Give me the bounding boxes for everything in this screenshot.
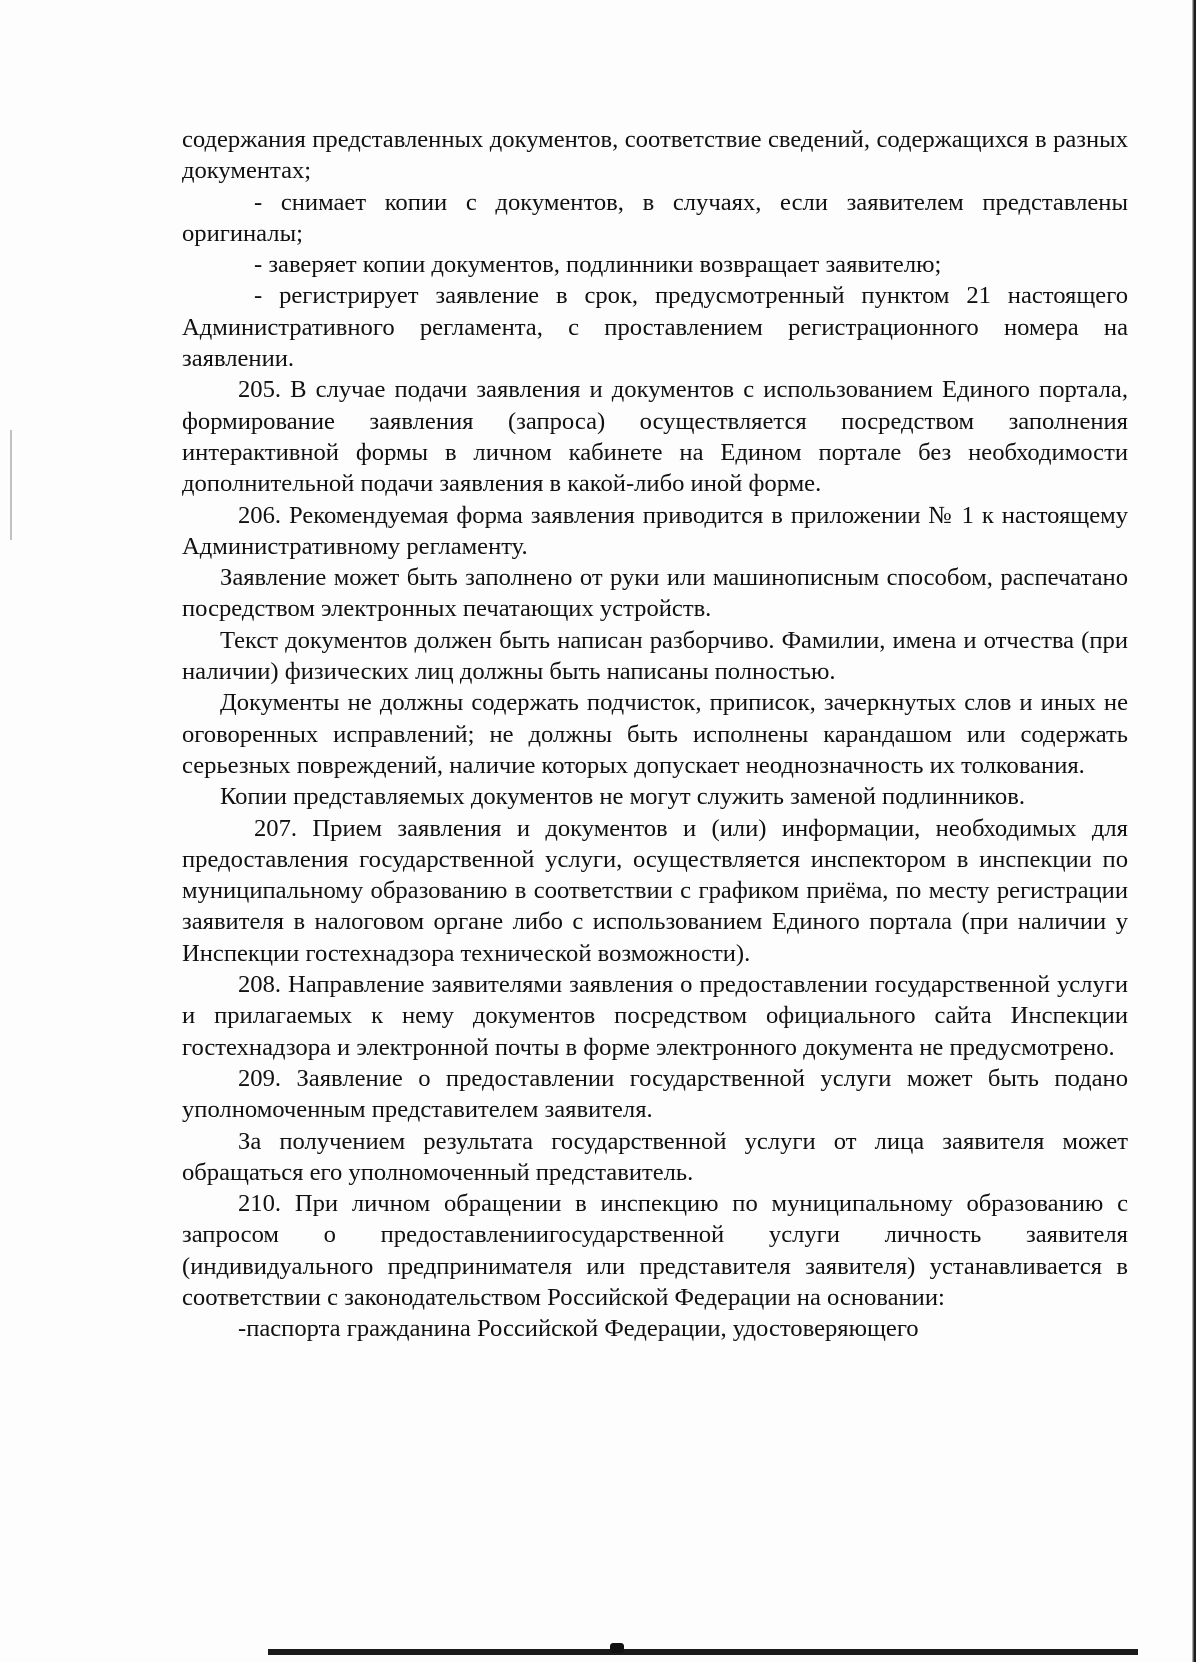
paragraph: 206. Рекомендуемая форма заявления приводится в приложении № 1 к настоящему Административному регламенту. <box>182 501 1128 560</box>
paragraph: 210. При личном обращении в инспекцию по муниципальному образованию с запросом о предоставлениигосударственной услуги личность заявителя (индивидуального предпринимателя или представителя заявителя) устанавливается в соответствии с законодательством Российской Федерации на основании: <box>182 1190 1128 1311</box>
paragraph: Текст документов должен быть написан разборчиво. Фамилии, имена и отчества (при наличии) физических лиц должны быть написаны полностью. <box>182 626 1128 686</box>
paragraph: 209. Заявление о предоставлении государственной услуги может быть подано уполномоченным представителем заявителя. <box>182 1064 1128 1124</box>
paragraph: 207. Прием заявления и документов и (или) информации, необходимых для предоставления государственной услуги, осуществляется инспектором в инспекции по муниципальному образованию в соответствии с графиком приёма, по месту регистрации заявителя в налоговом органе либо с использованием Единого портала (при наличии у Инспекции гостехнадзора технической возможности). <box>182 814 1128 967</box>
paragraph: 208. Направление заявителями заявления о предоставлении государственной услуги и прилагаемых к нему документов посредством официального сайта Инспекции гостехнадзора и электронной почты в форме электронного документа не предусмотрено. <box>182 971 1128 1061</box>
paragraph: - регистрирует заявление в срок, предусмотренный пунктом 21 настоящего Административного регламента, с проставлением регистрационного номера на заявлении. <box>182 282 1128 373</box>
scan-edge-shadow <box>1192 0 1196 1662</box>
paragraph: Заявление может быть заполнено от руки или машинописным способом, распечатано посредством электронных печатающих устройств. <box>182 564 1128 623</box>
scan-bottom-edge <box>268 1649 1138 1655</box>
paragraph: 205. В случае подачи заявления и документов с использованием Единого портала, формирование заявления (запроса) осуществляется посредством заполнения интерактивной формы в личном кабинете на Едином портале без необходимости дополнительной подачи заявления в какой-либо иной форме. <box>182 376 1128 498</box>
scan-speck <box>10 430 12 540</box>
paragraph: содержания представленных документов, соответствие сведений, содержащихся в разных документах; <box>182 126 1128 185</box>
scan-mark <box>610 1643 624 1653</box>
paragraph: За получением результата государственной услуги от лица заявителя может обращаться его уполномоченный представитель. <box>182 1127 1128 1186</box>
paragraph: - снимает копии с документов, в случаях, если заявителем представлены оригиналы; <box>182 188 1128 247</box>
paragraph: Копии представляемых документов не могут служить заменой подлинников. <box>220 783 1025 811</box>
paragraph: -паспорта гражданина Российской Федерации, удостоверяющего <box>238 1315 919 1343</box>
paragraph: Документы не должны содержать подчисток, приписок, зачеркнутых слов и иных не оговоренных исправлений; не должны быть исполнены карандашом или содержать серьезных повреждений, наличие которых допускает неоднозначность их толкования. <box>182 689 1128 779</box>
paragraph: - заверяет копии документов, подлинники возвращает заявителю; <box>254 251 942 279</box>
document-body <box>182 124 1128 1345</box>
